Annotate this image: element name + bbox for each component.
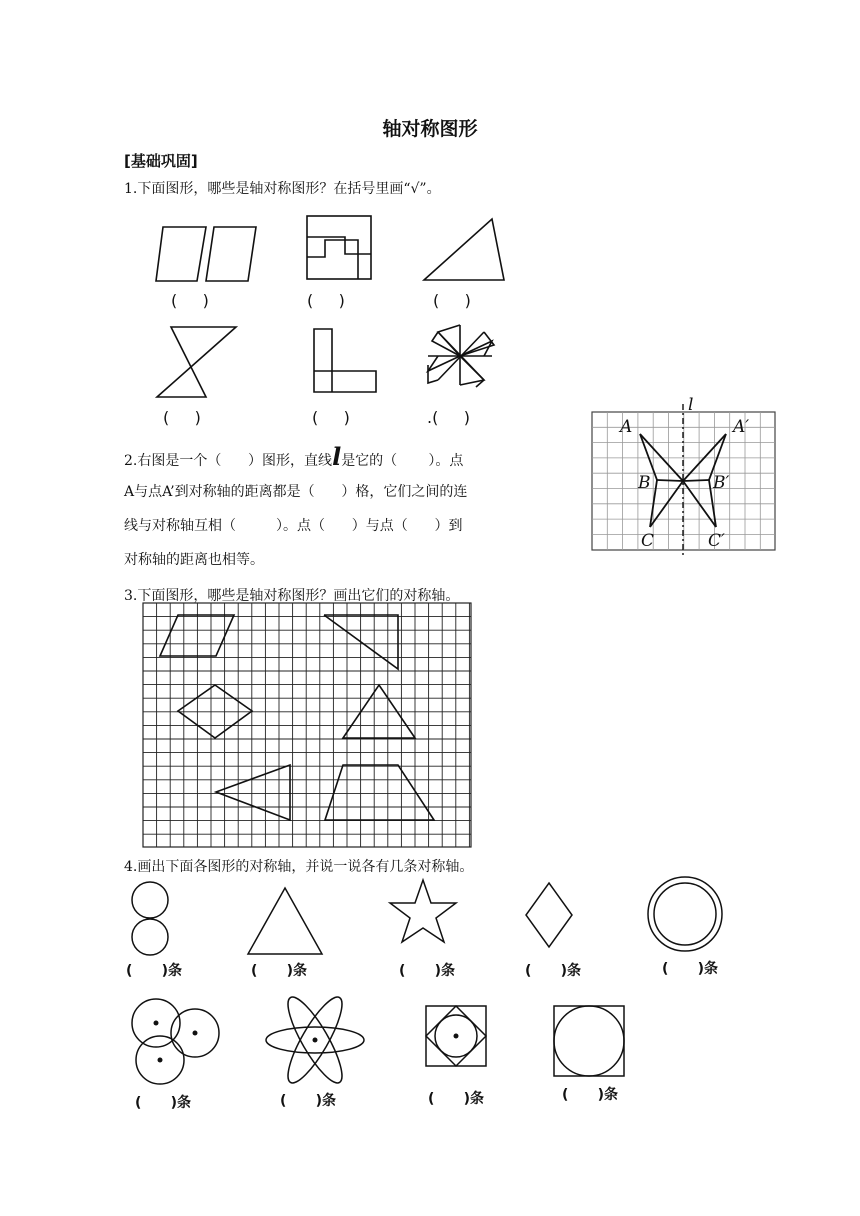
- q4-ring-inner: [654, 883, 716, 945]
- q4-star: [390, 880, 456, 942]
- square-step-shape: [307, 216, 371, 279]
- q4-circle-bottom: [132, 919, 168, 955]
- q1-answer-blank-3[interactable]: ( ): [433, 291, 471, 310]
- q1-answer-blank-2[interactable]: ( ): [307, 291, 345, 310]
- triangle-shape: [424, 219, 504, 280]
- label-a: A: [620, 417, 633, 437]
- parallelogram-left-shape: [156, 227, 206, 281]
- q1-answer-blank-6[interactable]: .( ): [427, 408, 470, 427]
- label-b: B: [638, 473, 651, 493]
- question-2-line-2: A与点A’到对称轴的距离都是（ ）格，它们之间的连: [124, 484, 468, 500]
- q4-count-8[interactable]: ( )条: [428, 1091, 485, 1107]
- q1-answer-blank-5[interactable]: ( ): [312, 408, 350, 427]
- question-3-text: 3.下面图形，哪些是轴对称图形？画出它们的对称轴。: [124, 588, 460, 604]
- parallelogram-right-shape: [206, 227, 256, 281]
- q4-count-2[interactable]: ( )条: [251, 963, 308, 979]
- section-heading: [基础巩固]: [124, 152, 198, 170]
- q1-answer-blank-4[interactable]: ( ): [163, 408, 201, 427]
- q4-count-4[interactable]: ( )条: [525, 963, 582, 979]
- q4-count-1[interactable]: ( )条: [126, 963, 183, 979]
- step-line2-shape: [307, 240, 358, 279]
- line-l-symbol: l: [332, 442, 342, 471]
- q4-ring-outer: [648, 877, 722, 951]
- page-title: 轴对称图形: [382, 118, 478, 140]
- q4-equilateral-triangle: [248, 888, 322, 954]
- l-shape: [314, 329, 376, 392]
- question-4-text: 4.画出下面各图形的对称轴，并说一说各有几条对称轴。: [124, 859, 474, 875]
- label-b-prime: B′: [713, 473, 730, 493]
- label-c-prime: C′: [708, 531, 725, 551]
- question-1-text: 1.下面图形，哪些是轴对称图形？在括号里画“√”。: [124, 181, 441, 197]
- label-a-prime: A′: [733, 417, 750, 437]
- q4-count-9[interactable]: ( )条: [562, 1087, 619, 1103]
- q4-circle-top: [132, 882, 168, 918]
- question-2-line-1: 2.右图是一个（ ）图形，直线l是它的（ ）。点: [124, 442, 464, 471]
- q4-count-3[interactable]: ( )条: [399, 963, 456, 979]
- hourglass-shape: [157, 327, 236, 397]
- label-l: l: [688, 395, 694, 415]
- q4-count-5[interactable]: ( )条: [662, 961, 719, 977]
- q3-trapezoid: [325, 765, 434, 820]
- question-2-line-4: 对称轴的距离也相等。: [124, 552, 264, 568]
- q1-answer-blank-1[interactable]: ( ): [171, 291, 209, 310]
- label-c: C: [641, 531, 655, 551]
- q4-count-7[interactable]: ( )条: [280, 1093, 337, 1109]
- q4-rhombus: [526, 883, 572, 947]
- q3-grid-figure: [143, 603, 471, 847]
- question-2-line-3: 线与对称轴互相（ ）。点（ ）与点（ ）到: [124, 518, 463, 534]
- windmill-shape: [428, 325, 494, 387]
- q4-count-6[interactable]: ( )条: [135, 1095, 192, 1111]
- q4-circle-in-square: [554, 1006, 624, 1076]
